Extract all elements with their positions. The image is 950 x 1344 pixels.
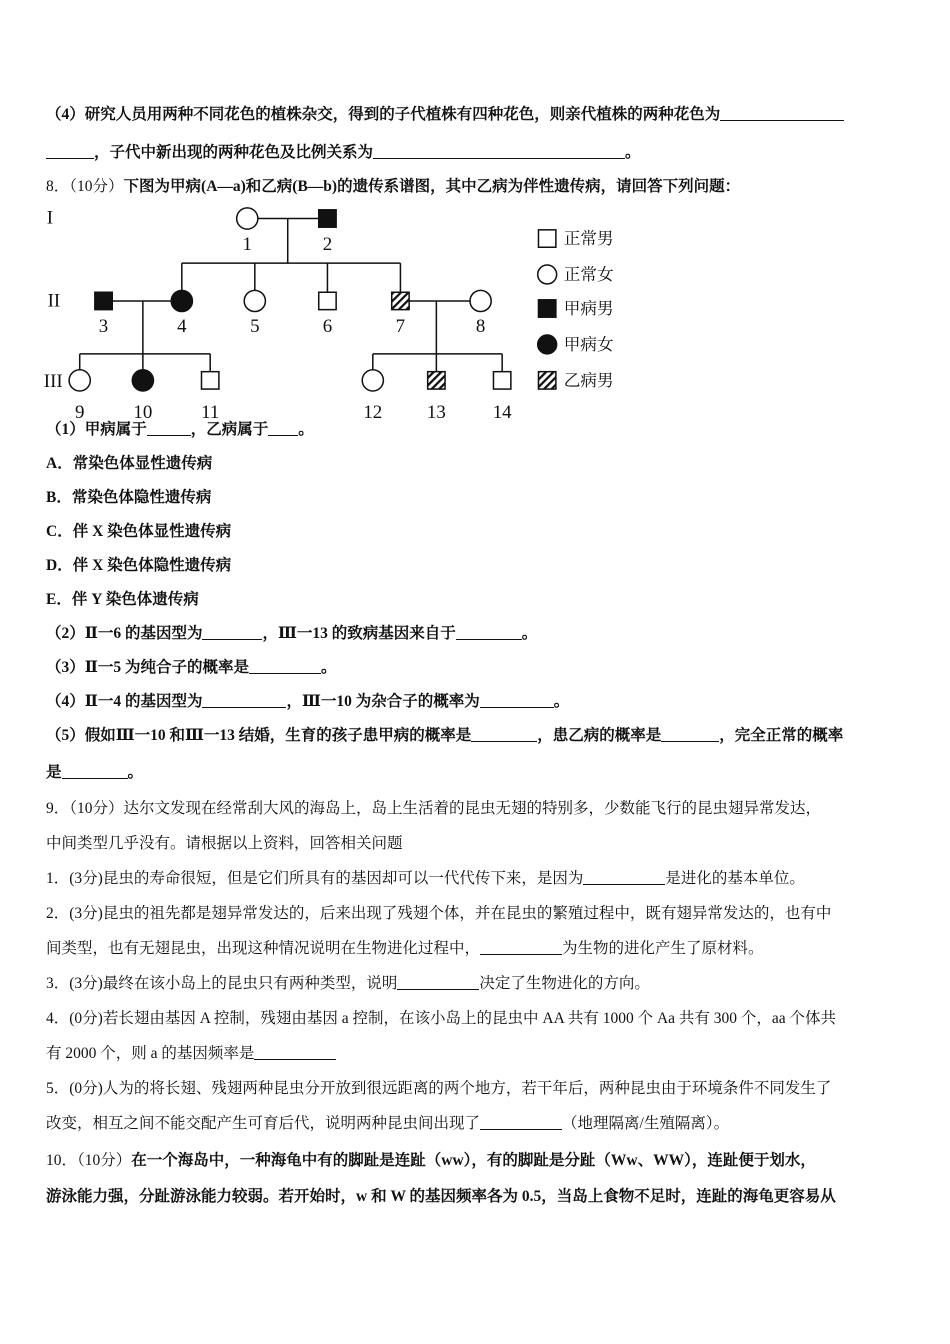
blank — [268, 420, 298, 437]
text: ，患乙病的概率是 — [537, 727, 662, 744]
individual-1 — [237, 208, 258, 229]
text: 决定了生物进化的方向。 — [479, 975, 650, 992]
pedigree-chart — [40, 195, 630, 424]
blank — [254, 1044, 336, 1061]
gen-label: I — [46, 207, 54, 229]
text: ，Ⅲ一13 的致病基因来自于 — [262, 625, 456, 642]
text: 下图为甲病(A—a)和乙病(B—b)的遗传系谱图，其中乙病为伴性遗传病，请回答下列问题： — [123, 178, 741, 195]
id-label: 10 — [133, 402, 153, 424]
text: （5）假如Ⅲ一10 和Ⅲ一13 结婚，生育的孩子患甲病的概率是 — [46, 727, 472, 744]
text: 改变，相互之间不能交配产生可育后代，说明两种昆虫间出现了 — [46, 1115, 481, 1132]
id-label: 8 — [475, 315, 486, 337]
q8-1 — [46, 417, 314, 439]
id-label: 7 — [395, 315, 406, 337]
id-label: 9 — [74, 402, 85, 424]
text: （2）Ⅱ一6 的基因型为 — [46, 625, 203, 642]
blank — [397, 974, 479, 991]
blank — [46, 143, 94, 160]
q-score: （10分） — [69, 178, 124, 195]
id-label: 13 — [426, 402, 446, 424]
text: ，乙病属于 — [190, 421, 269, 438]
blank — [720, 105, 844, 122]
individual-12 — [362, 370, 383, 391]
text: ，Ⅲ一10 为杂合子的概率为 — [286, 693, 480, 710]
text: 。 — [521, 625, 538, 642]
q8-5-cont — [46, 760, 143, 782]
q7-4-line1 — [46, 102, 844, 124]
individual-7 — [392, 292, 409, 309]
q8-4 — [46, 689, 569, 711]
id-label: 12 — [363, 402, 383, 424]
q8-stem — [46, 174, 740, 196]
blank — [480, 1114, 562, 1131]
q8-5 — [46, 723, 843, 745]
id-label: 1 — [242, 233, 252, 255]
q9-4-cont — [46, 1041, 336, 1063]
blank — [202, 624, 262, 641]
blank — [373, 143, 625, 160]
q-number: 8． — [46, 178, 70, 195]
text: 是 — [46, 764, 62, 781]
q8-2 — [46, 621, 537, 643]
q9-3 — [46, 971, 650, 993]
text: （地理隔离/生殖隔离）。 — [562, 1115, 730, 1132]
text: 。 — [625, 144, 641, 161]
blank — [62, 763, 128, 780]
text: （4）Ⅱ一4 的基因型为 — [46, 693, 203, 710]
q8-3 — [46, 655, 336, 677]
legend-label: 甲病男 — [563, 299, 614, 319]
text: （3）Ⅱ一5 为纯合子的概率是 — [46, 659, 249, 676]
id-label: 3 — [98, 315, 109, 337]
option-c: C．伴 X 染色体显性遗传病 — [46, 523, 232, 540]
blank — [583, 869, 665, 886]
individual-3 — [95, 292, 112, 309]
blank — [202, 692, 286, 709]
option-d: D．伴 X 染色体隐性遗传病 — [46, 557, 232, 574]
individual-11 — [201, 372, 218, 389]
individual-5 — [244, 290, 265, 311]
id-label: 4 — [177, 315, 187, 337]
text: （1）甲病属于 — [46, 421, 147, 438]
q9-5: 5．(0分)人为的将长翅、残翅两种昆虫分开放到很远距离的两个地方，若干年后，两种昆虫由于环境条件不同发生了 — [46, 1080, 832, 1097]
id-label: 5 — [250, 315, 260, 337]
blank — [456, 624, 522, 641]
legend-label: 正常女 — [563, 265, 614, 285]
text: ，子代中新出现的两种花色及比例关系为 — [94, 144, 374, 161]
q10-stem — [46, 1148, 816, 1170]
individual-2 — [319, 210, 336, 227]
text: 在一个海岛中，一种海龟中有的脚趾是连趾（ww），有的脚趾是分趾（Ww、WW），连趾便于划水， — [131, 1152, 816, 1169]
gen-label: II — [47, 290, 61, 312]
individual-4 — [171, 290, 192, 311]
blank — [661, 726, 719, 743]
legend-label: 乙病男 — [563, 371, 614, 391]
legend-normal-female — [538, 265, 557, 284]
id-label: 11 — [201, 402, 220, 424]
blank — [147, 420, 191, 437]
q9-4: 4．(0分)若长翅由基因 A 控制，残翅由基因 a 控制，在该小岛上的昆虫中 AA 共有 1000 个 Aa 共有 300 个，aa 个体共 — [46, 1010, 837, 1027]
individual-6 — [319, 292, 336, 309]
blank — [471, 726, 537, 743]
text: ，完全正常的概率 — [719, 727, 844, 744]
q9-5-cont — [46, 1111, 729, 1133]
individual-14 — [493, 372, 510, 389]
blank — [480, 939, 562, 956]
option-b: B．常染色体隐性遗传病 — [46, 489, 212, 506]
id-label: 14 — [492, 402, 512, 424]
id-label: 2 — [322, 233, 333, 255]
legend-a-female — [538, 335, 557, 354]
q-number: 10．（10分） — [46, 1152, 132, 1169]
individual-13 — [428, 372, 445, 389]
option-a: A．常染色体显性遗传病 — [46, 455, 213, 472]
q9-2: 2．(3分)昆虫的祖先都是翅异常发达的，后来出现了残翅个体，并在昆虫的繁殖过程中，既有翅异常发达的，也有中 — [46, 905, 832, 922]
blank — [480, 692, 554, 709]
text: 。 — [298, 421, 314, 438]
text: 有 2000 个，则 a 的基因频率是 — [46, 1045, 255, 1062]
legend-b-male — [538, 372, 555, 389]
text: 为生物的进化产生了原材料。 — [562, 940, 764, 957]
text: 间类型，也有无翅昆虫，出现这种情况说明在生物进化过程中， — [46, 940, 481, 957]
text: 3．(3分)最终在该小岛上的昆虫只有两种类型，说明 — [46, 975, 398, 992]
q10-stem-cont: 游泳能力强，分趾游泳能力较弱。若开始时，w 和 W 的基因频率各为 0.5，当岛上食物不足时，连趾的海龟更容易从 — [46, 1188, 836, 1205]
individual-9 — [69, 370, 90, 391]
q9-stem: 9．（10分）达尔文发现在经常刮大风的海岛上，岛上生活着的昆虫无翅的特别多，少数能飞行的昆虫翅异常发达， — [46, 800, 822, 817]
id-label: 6 — [322, 315, 333, 337]
q7-4-line2 — [46, 140, 641, 162]
q9-2-cont — [46, 936, 764, 958]
text: 。 — [320, 659, 337, 676]
text: 1．(3分)昆虫的寿命很短，但是它们所具有的基因却可以一代代传下来，是因为 — [46, 870, 584, 887]
gen-label: III — [43, 371, 63, 393]
option-e: E．伴 Y 染色体遗传病 — [46, 591, 199, 608]
text: 。 — [127, 764, 144, 781]
q9-1 — [46, 866, 805, 888]
q9-stem-cont: 中间类型几乎没有。请根据以上资料，回答相关问题 — [46, 835, 403, 852]
text: 。 — [553, 693, 570, 710]
text: （4）研究人员用两种不同花色的植株杂交，得到的子代植株有四种花色，则亲代植株的两种花色为 — [46, 106, 721, 123]
legend-normal-male — [538, 230, 555, 247]
blank — [249, 658, 321, 675]
legend-label: 甲病女 — [563, 335, 614, 355]
individual-10 — [132, 370, 153, 391]
legend-a-male — [538, 300, 555, 317]
individual-8 — [470, 290, 491, 311]
text: 是进化的基本单位。 — [665, 870, 805, 887]
legend-label: 正常男 — [563, 229, 614, 249]
